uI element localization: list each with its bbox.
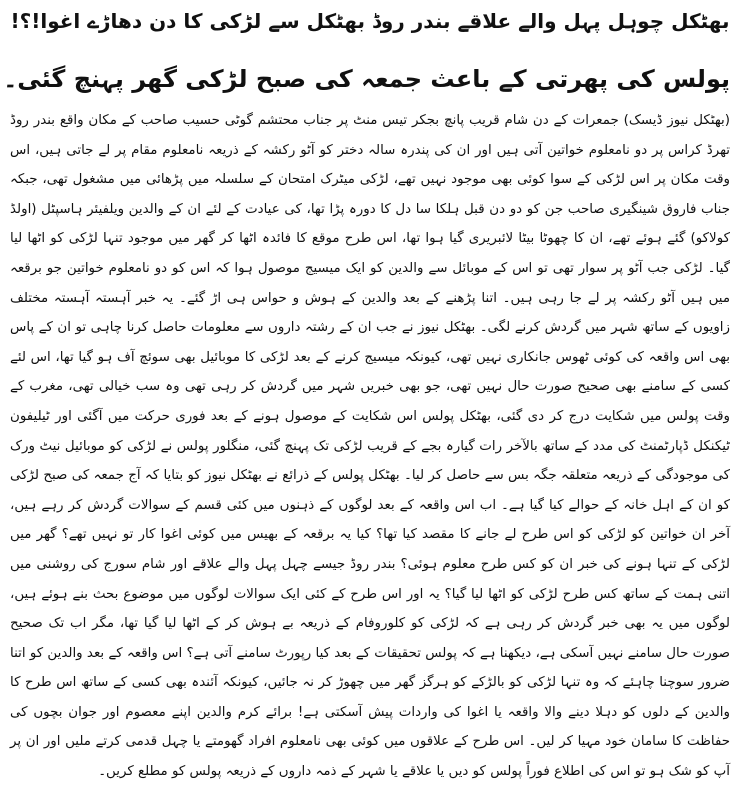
article-subheadline: پولس کی پھرتی کے باعث جمعہ کی صبح لڑکی گھر پہنچ گئی۔ — [3, 65, 730, 93]
article-headline: بھٹکل چوہل پہل والے علاقے بندر روڈ بھٹکل سے لڑکی کا دن دھاڑے اغوا!؟! — [10, 9, 730, 33]
article-body: (بھٹکل نیوز ڈیسک) جمعرات کے دن شام قریب پانچ بجکر تیس منٹ پر جناب محتشم گوٹی حسیب صاحب کے مکان واقع بندر روڈ تھرڈ کراس پر دو نامعلوم خواتین آتی ہیں اور ان کی پندرہ سالہ دختر کو آٹو رکشہ کے ذریعہ نامعلوم مقام پر لے جاتی ہیں، اس وقت مکان پر اس لڑکی کے سوا کوئی بھی موجود نہیں تھے، لڑکی میٹرک امتحان کے سلسلہ میں پڑھائی میں مشغول تھی، جبکہ جناب فاروق شینگیری صاحب جن کو دو دن قبل ہلکا سا دل کا دورہ پڑا تھا، کی عیادت کے لئے ان کے والدین ویلفیئر ہاسپٹل (اولڈ کولاکو) گئے ہوئے تھے، ان کا چھوٹا بیٹا لائبریری گیا ہوا تھا، اس طرح موقع کا فائدہ اٹھا کر گھر میں موجود تنہا لڑکی کو اٹھا لیا گیا۔ لڑکی جب آٹو پر سوار تھی تو اس کے موبائل سے والدین کو ایک میسیج موصول ہوا کہ اس کو دو نامعلوم خواتین جو برقعہ میں ہیں آٹو رکشہ پر لے جا رہی ہیں۔ اتنا پڑھنے کے بعد والدین کے ہوش و حواس ہی اڑ گئے۔ یہ خبر آہستہ آہستہ مختلف زاویوں کے ساتھ شہر میں گردش کرنے لگی۔ بھٹکل نیوز نے جب ان کے رشتہ داروں سے معلومات حاصل کرنا چاہی تو ان کے پاس بھی اس واقعہ کی کوئی ٹھوس جانکاری نہیں تھی، کیونکہ میسیج کرنے کے بعد لڑکی کا موبائیل بھی سوئچ آف ہو گیا تھا، اس لئے کسی کے سامنے بھی صحیح صورت حال نہیں تھی، جو بھی خبریں شہر میں گردش کر رہی تھی وہ سب خیالی تھی، مغرب کے وقت پولس میں شکایت درج کر دی گئی، بھٹکل پولس اس شکایت کے موصول ہونے کے بعد فوری حرکت میں آگئی اور ٹیلیفون ٹیکنکل ڈپارٹمنٹ کی مدد کے ساتھ بالآخر رات گیارہ بجے کے قریب لڑکی تک پہنچ گئی، منگلور پولس نے لڑکی کو موبائیل نیٹ ورک کی موجودگی کے ذریعہ متعلقہ جگہ بس سے حاصل کر لیا۔ بھٹکل پولس کے ذرائع نے بھٹکل نیوز کو بتایا کہ آج جمعہ کی صبح لڑکی کو ان کے اہل خانہ کے حوالے کیا گیا ہے۔ اب اس واقعہ کے بعد لوگوں کے ذہنوں میں کئی قسم کے سوالات گردش کر رہے ہیں، آخر ان خواتین کو لڑکی کو اس طرح لے جانے کا مقصد کیا تھا؟ کیا یہ برقعہ کے بھیس میں کوئی اغوا کار تو نہیں تھے؟ گھر میں لڑکی کے تنہا ہونے کی خبر ان کو کس طرح معلوم ہوئی؟ بندر روڈ جیسے چہل پہل والے علاقے اور شام سورج کی روشنی میں اتنی ہمت کے ساتھ کس طرح لڑکی کو اٹھا لیا گیا؟ یہ اور اس طرح کے کئی ایک سوالات لوگوں میں موضوع بحث بنے ہوئے ہیں، لوگوں میں یہ بھی خبر گردش کر رہی ہے کہ لڑکی کو کلوروفام کے ذریعہ بے ہوش کر کے اٹھا لیا گیا تھا، مگر اب تک صحیح صورت حال سامنے نہیں آسکی ہے، دیکھنا ہے کہ پولس تحقیقات کے بعد کیا رپورٹ سامنے آتی ہے؟ اس واقعہ کے بعد والدین کو اتنا ضرور سوچنا چاہئے کہ وہ تنہا لڑکی کو بالڑکے کو ہرگز گھر میں چھوڑ کر نہ جائیں، کیونکہ آئندہ بھی کسی کے ساتھ اس طرح کا والدین کے دلوں کو دہلا دینے والا واقعہ یا اغوا کی واردات پیش آسکتی ہے! برائے کرم والدین اپنے معصوم اور جوان بچوں کی حفاظت کا سامان خود مہیا کر لیں۔ اس طرح کے علاقوں میں کوئی بھی نامعلوم افراد گھومتے یا چہل قدمی کرتے ملیں اور ان پر آپ کو شک ہو تو اس کی اطلاع فوراً پولس کو دیں یا علاقے یا شہر کے ذمہ داروں کے ذریعہ پولس کو مطلع کریں۔ — [10, 113, 730, 780]
